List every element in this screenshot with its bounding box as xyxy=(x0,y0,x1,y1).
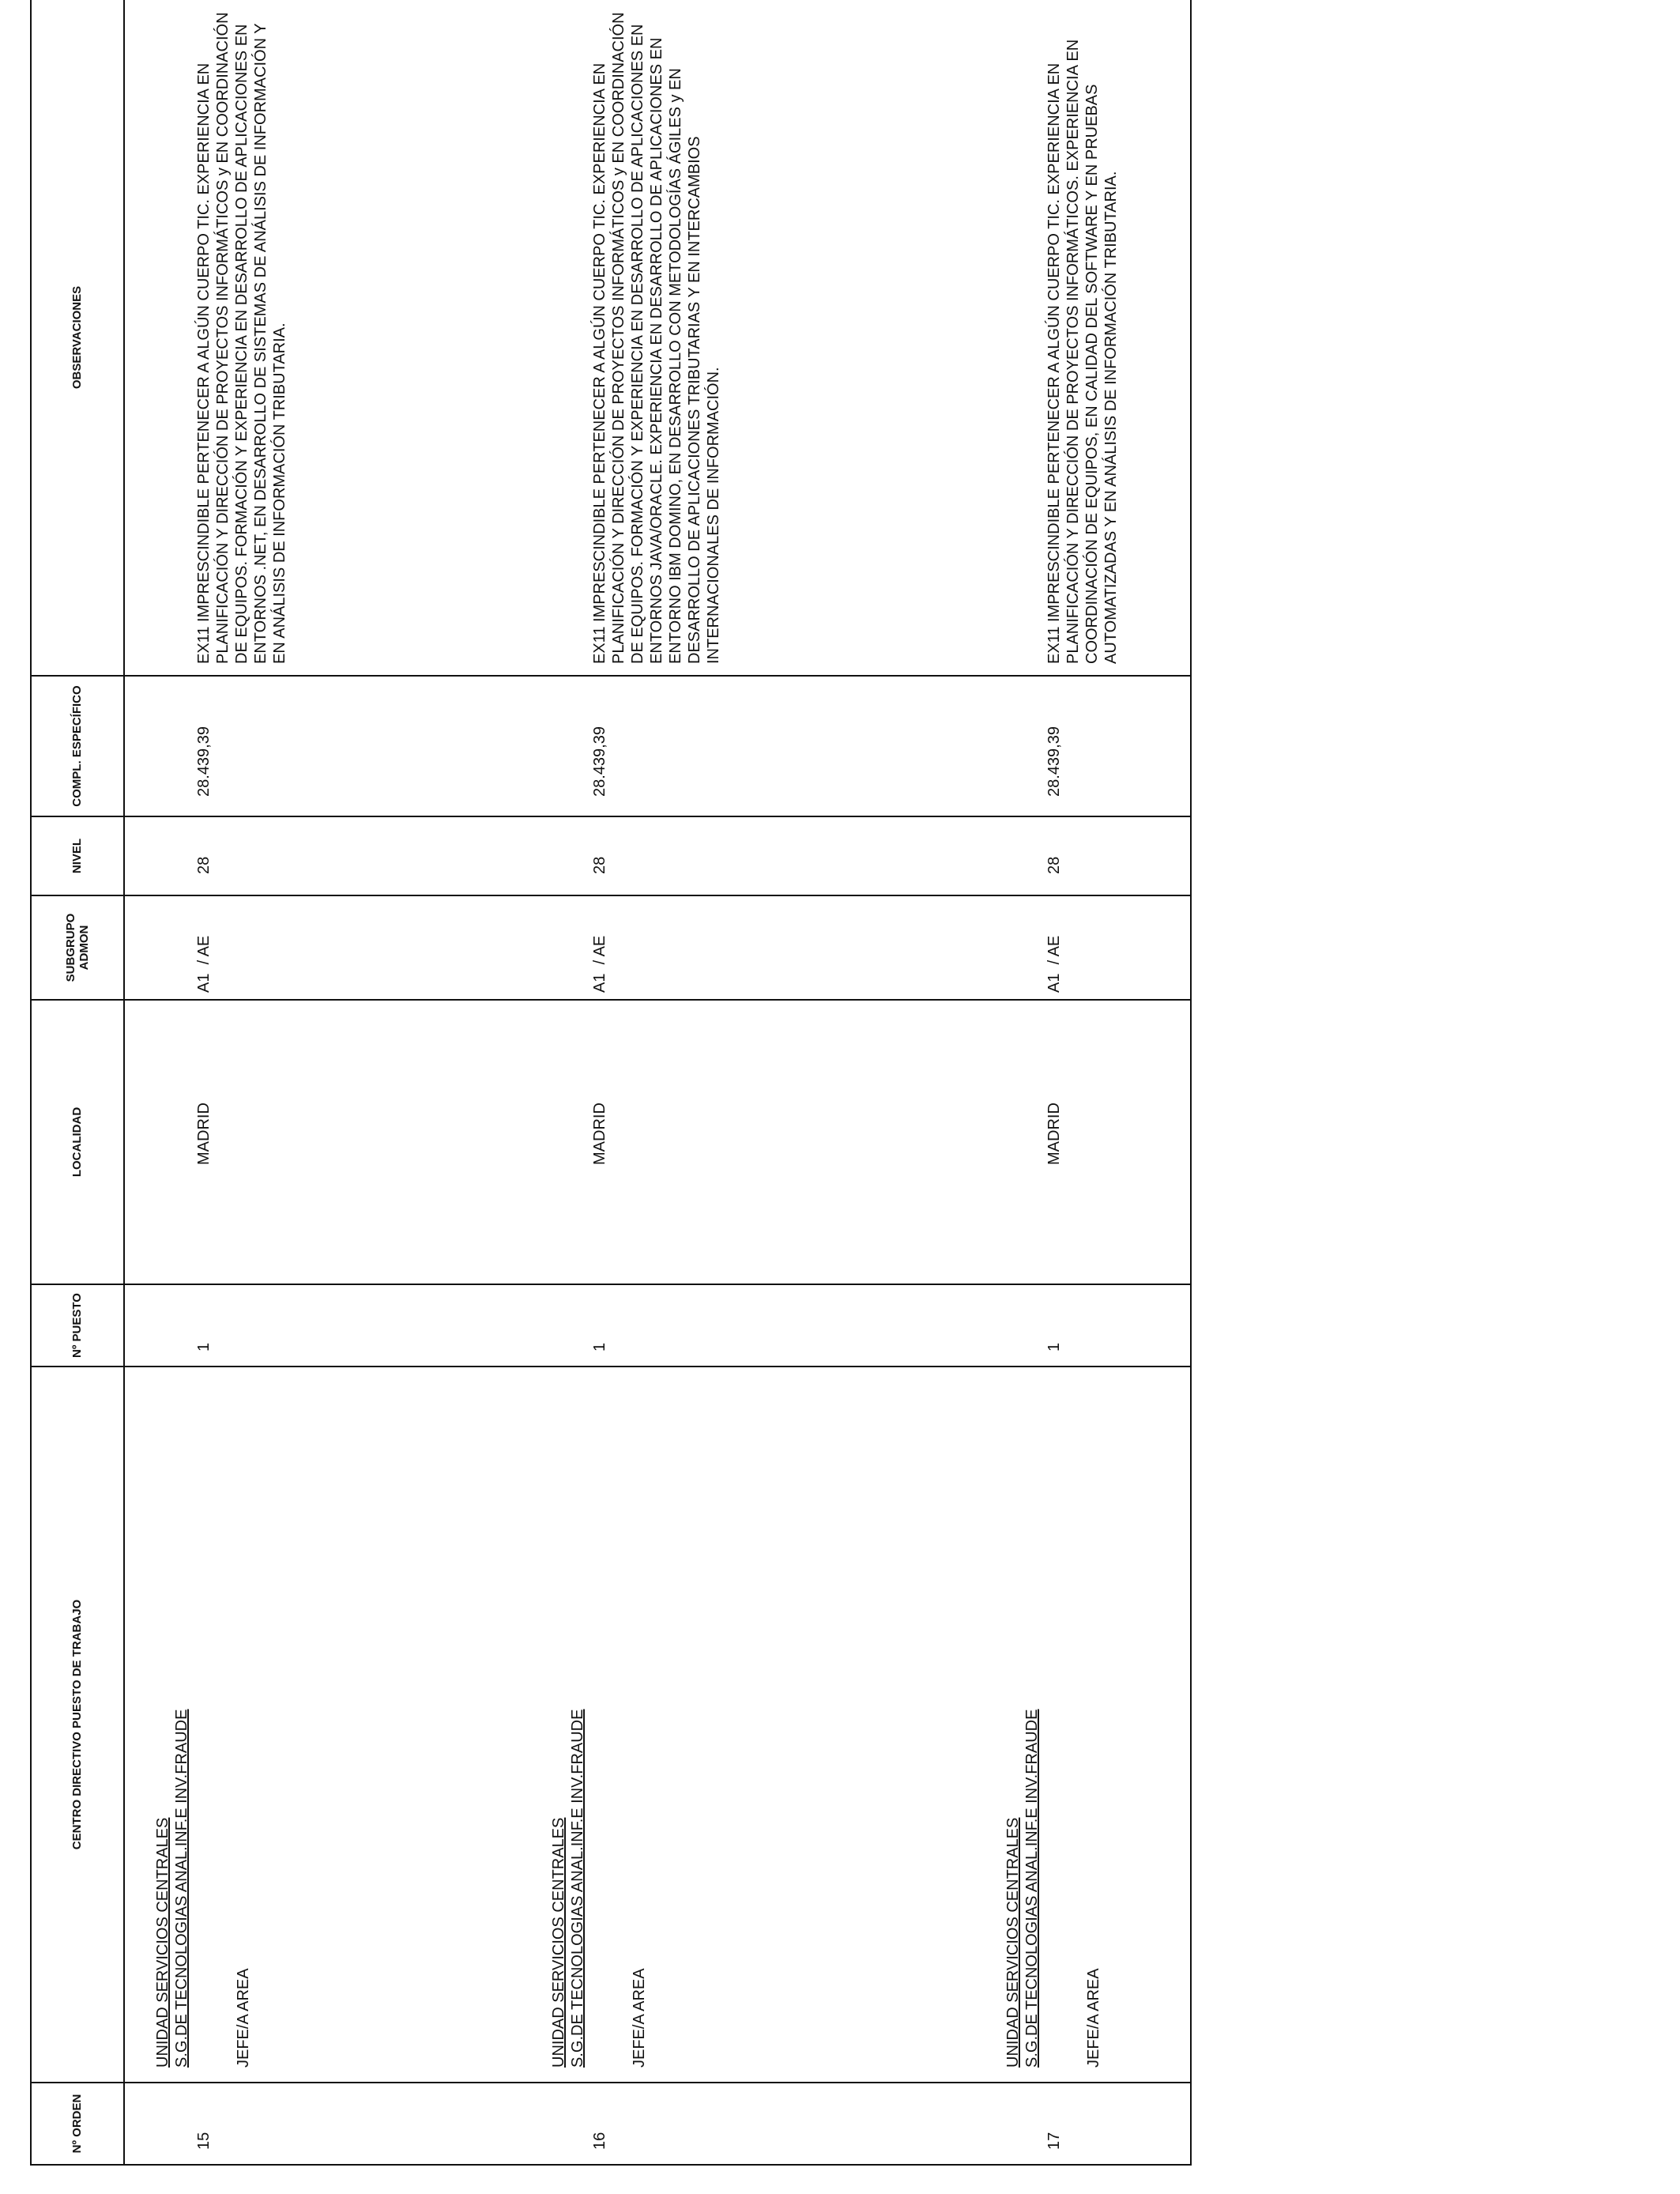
puesto-trabajo-label: JEFE/A AREA xyxy=(235,1968,252,2068)
subdireccion-label: S.G.DE TECNOLOGIAS ANAL.INF.E INV.FRAUDE xyxy=(568,1709,586,2068)
cell-observaciones: EX11 IMPRESCINDIBLE PERTENECER A ALGÚN CUERPO TIC. EXPERIENCIA EN PLANIFICACIÓN Y DIRECCIÓN DE PROYECTOS INFORMÁTICOS. EXPERIENCIA EN COORDINACIÓN DE EQUIPOS, EN CALIDAD DEL SOFTWARE Y EN PRUEBAS AUTOMATIZADAS Y EN ANÁLISIS DE INFORMACIÓN TRIBUTARIA. xyxy=(975,0,1191,676)
cell-nivel: 28 xyxy=(124,816,521,895)
cell-localidad: MADRID xyxy=(124,1000,521,1284)
table-row xyxy=(975,0,1191,2165)
cell-centro xyxy=(124,1367,521,2083)
cell-complemento: 28.439,39 xyxy=(521,676,975,816)
cell-nivel: 28 xyxy=(975,816,1191,895)
cell-complemento: 28.439,39 xyxy=(124,676,521,816)
unidad-label: UNIDAD SERVICIOS CENTRALES xyxy=(549,1817,567,2068)
puesto-trabajo-label: JEFE/A AREA xyxy=(1085,1968,1103,2068)
header-nivel: NIVEL xyxy=(31,816,124,895)
header-complemento: COMPL. ESPECÍFICO xyxy=(31,676,124,816)
unidad-label: UNIDAD SERVICIOS CENTRALES xyxy=(1004,1817,1023,2068)
header-centro: CENTRO DIRECTIVO PUESTO DE TRABAJO xyxy=(31,1367,124,2083)
cell-observaciones: EX11 IMPRESCINDIBLE PERTENECER A ALGÚN CUERPO TIC. EXPERIENCIA EN PLANIFICACIÓN Y DIRECCIÓN DE PROYECTOS INFORMÁTICOS y EN COORDINACIÓN DE EQUIPOS. FORMACIÓN Y EXPERIENCIA EN DESARROLLO DE APLICACIONES EN ENTORNOS JAVA/ORACLE. EXPERIENCIA EN DESARROLLO DE APLICACIONES EN ENTORNO IBM DOMINO, EN DESARROLLO CON METODOLOGÍAS ÁGILES y EN DESARROLLO DE APLICACIONES TRIBUTARIAS Y EN INTERCAMBIOS INTERNACIONALES DE INFORMACIÓN. xyxy=(521,0,975,676)
cell-nivel: 28 xyxy=(521,816,975,895)
cell-observaciones: EX11 IMPRESCINDIBLE PERTENECER A ALGÚN CUERPO TIC. EXPERIENCIA EN PLANIFICACIÓN Y DIRECCIÓN DE PROYECTOS INFORMÁTICOS y EN COORDINACIÓN DE EQUIPOS. FORMACIÓN Y EXPERIENCIA EN DESARROLLO DE APLICACIONES EN ENTORNOS .NET, EN DESARROLLO DE SISTEMAS DE ANÁLISIS DE INFORMACIÓN Y EN ANÁLISIS DE INFORMACIÓN TRIBUTARIA. xyxy=(124,0,521,676)
header-orden: Nº ORDEN xyxy=(31,2083,124,2165)
cell-orden: 17 xyxy=(975,2083,1191,2165)
header-puesto: Nº PUESTO xyxy=(31,1284,124,1367)
header-subgrupo: SUBGRUPO ADMON xyxy=(31,895,124,1000)
subdireccion-label: S.G.DE TECNOLOGIAS ANAL.INF.E INV.FRAUDE xyxy=(173,1709,190,2068)
cell-subgrupo: A1 / AE xyxy=(124,895,521,1000)
table-row xyxy=(521,0,975,2165)
cell-subgrupo: A1 / AE xyxy=(521,895,975,1000)
cell-centro xyxy=(975,1367,1191,2083)
table-row xyxy=(124,0,521,2165)
header-localidad: LOCALIDAD xyxy=(31,1000,124,1284)
cell-num-puesto: 1 xyxy=(521,1284,975,1367)
positions-table xyxy=(30,0,1192,2166)
unidad-label: UNIDAD SERVICIOS CENTRALES xyxy=(154,1817,171,2068)
cell-complemento: 28.439,39 xyxy=(975,676,1191,816)
cell-orden: 16 xyxy=(521,2083,975,2165)
cell-num-puesto: 1 xyxy=(975,1284,1191,1367)
cell-localidad: MADRID xyxy=(521,1000,975,1284)
header-observaciones: OBSERVACIONES xyxy=(31,0,124,676)
rotated-table-sheet xyxy=(30,0,1192,2166)
cell-centro xyxy=(521,1367,975,2083)
cell-num-puesto: 1 xyxy=(124,1284,521,1367)
header-row xyxy=(31,0,124,2165)
cell-localidad: MADRID xyxy=(975,1000,1191,1284)
cell-subgrupo: A1 / AE xyxy=(975,895,1191,1000)
puesto-trabajo-label: JEFE/A AREA xyxy=(630,1968,648,2068)
subdireccion-label: S.G.DE TECNOLOGIAS ANAL.INF.E INV.FRAUDE xyxy=(1023,1709,1042,2068)
cell-orden: 15 xyxy=(124,2083,521,2165)
